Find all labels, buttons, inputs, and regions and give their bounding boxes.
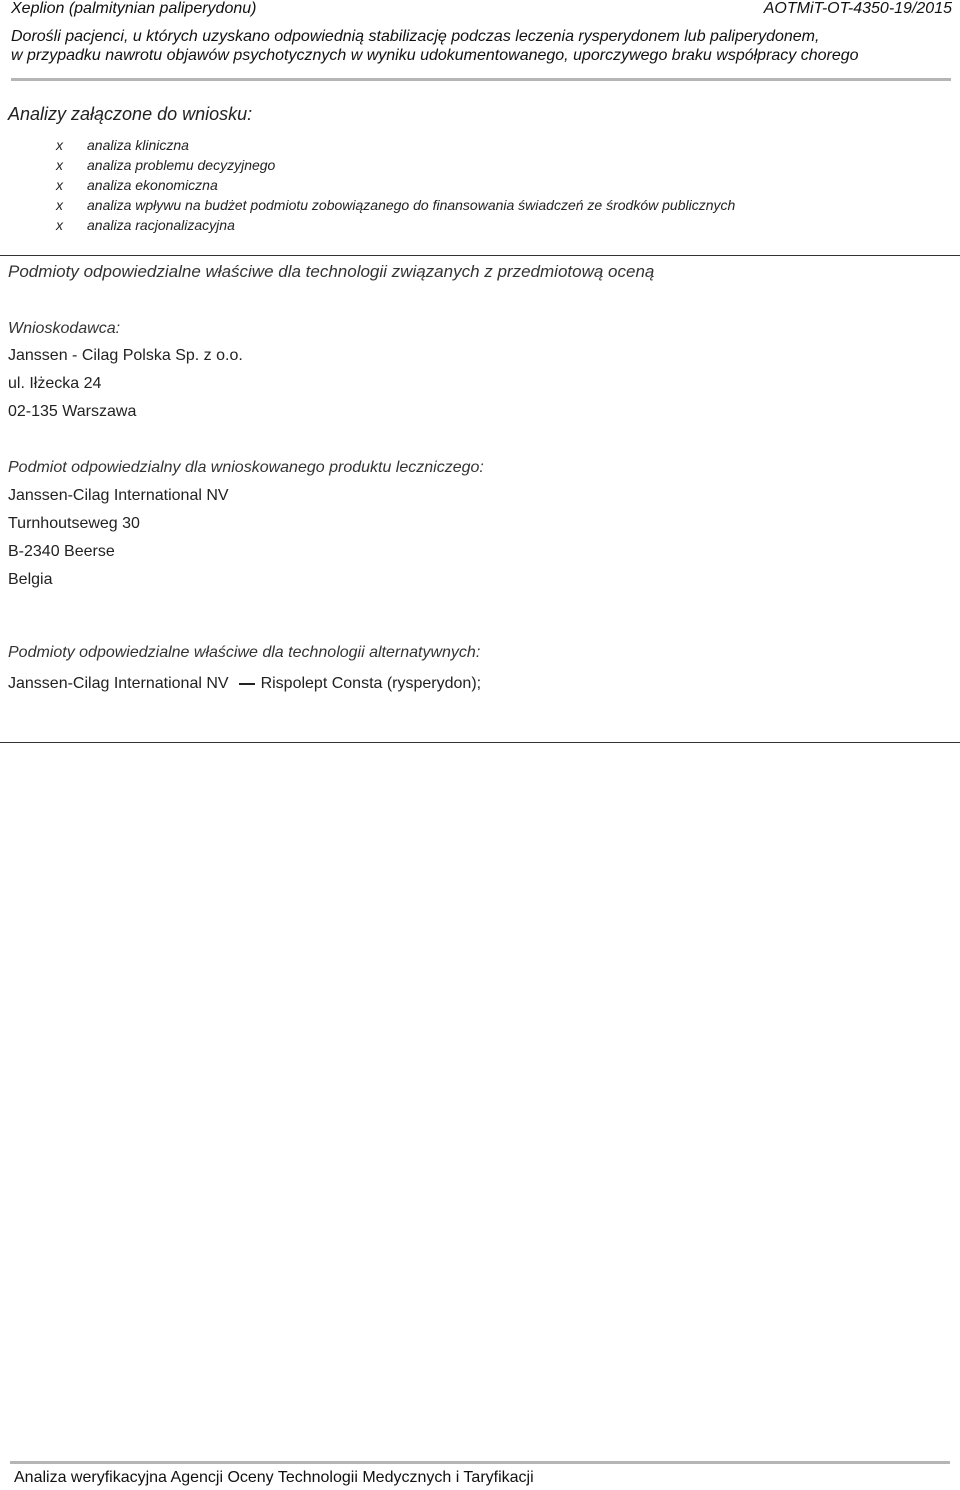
marketing-holder-street: Turnhoutseweg 30 bbox=[8, 515, 140, 532]
analysis-label: analiza racjonalizacyjna bbox=[87, 217, 235, 233]
applicant-label: Wnioskodawca: bbox=[8, 320, 121, 337]
footer-text: Analiza weryfikacyjna Agencji Oceny Technologii Medycznych i Taryfikacji bbox=[14, 1469, 534, 1486]
dash-separator bbox=[239, 683, 255, 685]
checkbox-mark: x bbox=[56, 157, 63, 173]
checkbox-mark: x bbox=[56, 177, 63, 193]
alternatives-label: Podmioty odpowiedzialne właściwe dla technologii alternatywnych: bbox=[8, 644, 481, 661]
marketing-holder-city: B-2340 Beerse bbox=[8, 543, 115, 560]
analysis-label: analiza kliniczna bbox=[87, 137, 189, 153]
marketing-holder-label: Podmiot odpowiedzialny dla wnioskowanego produktu leczniczego: bbox=[8, 459, 484, 476]
alternative-entry bbox=[8, 675, 481, 693]
analyses-title: Analizy załączone do wniosku: bbox=[8, 104, 253, 124]
checkbox-mark: x bbox=[56, 217, 63, 233]
marketing-holder-name: Janssen-Cilag International NV bbox=[8, 487, 229, 504]
analysis-label: analiza ekonomiczna bbox=[87, 177, 218, 193]
checkbox-mark: x bbox=[56, 137, 63, 153]
header-document-code: AOTMiT-OT-4350-19/2015 bbox=[763, 0, 952, 17]
analysis-label: analiza problemu decyzyjnego bbox=[87, 157, 276, 173]
applicant-street: ul. Iłżecka 24 bbox=[8, 375, 102, 392]
header-indication-line-2: w przypadku nawrotu objawów psychotycznych w wyniku udokumentowanego, uporczywego braku współpracy chorego bbox=[11, 47, 859, 64]
header-indication-line-1: Dorośli pacjenci, u których uzyskano odpowiednią stabilizację podczas leczenia rysperydonem lub paliperydonem, bbox=[11, 28, 820, 45]
section-divider bbox=[0, 255, 960, 256]
alternative-company: Janssen-Cilag International NV bbox=[8, 675, 229, 692]
analysis-label: analiza wpływu na budżet podmiotu zobowiązanego do finansowania świadczeń ze środków publicznych bbox=[87, 197, 736, 213]
footer-divider bbox=[10, 1461, 950, 1464]
header-divider bbox=[11, 78, 951, 81]
alternative-product: Rispolept Consta (rysperydon); bbox=[260, 675, 482, 692]
header-drug-name: Xeplion (palmitynian paliperydonu) bbox=[11, 0, 257, 17]
section-divider bbox=[0, 742, 960, 743]
applicant-name: Janssen - Cilag Polska Sp. z o.o. bbox=[8, 347, 243, 364]
applicant-city: 02-135 Warszawa bbox=[8, 403, 137, 420]
marketing-holder-country: Belgia bbox=[8, 571, 53, 588]
responsible-entities-title: Podmioty odpowiedzialne właściwe dla technologii związanych z przedmiotową oceną bbox=[8, 262, 655, 281]
checkbox-mark: x bbox=[56, 197, 63, 213]
